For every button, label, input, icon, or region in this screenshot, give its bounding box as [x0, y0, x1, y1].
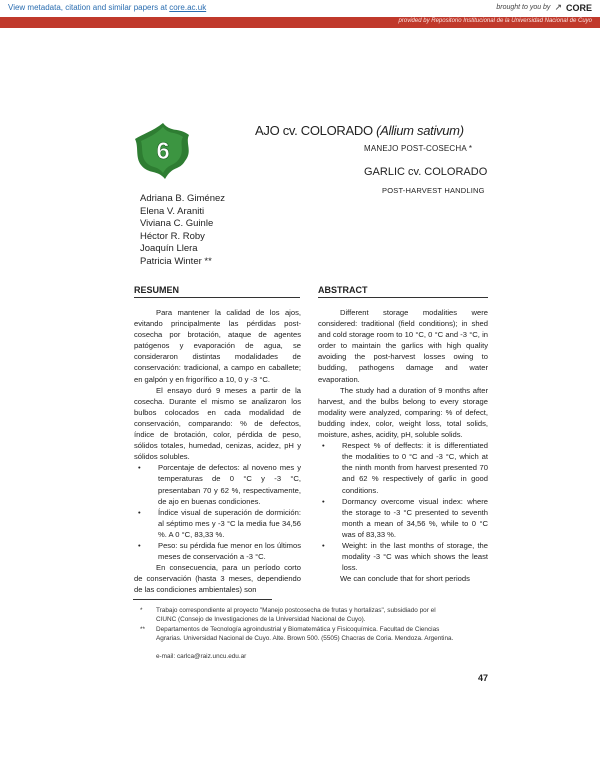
author: Héctor R. Roby [140, 230, 205, 242]
author: Patricia Winter ** [140, 255, 212, 267]
paragraph: Different storage modalities were considered: traditional (field conditions); in shed and cold storage room to 10 °C, 0 °C and -3 °C, in order to maintain the garlics with high quality avoiding the post-harvest losses owing to budding, pathogens damage and water evaporation. [318, 308, 488, 384]
title-english: GARLIC cv. COLORADO [364, 166, 488, 178]
bullet-icon: • [322, 540, 325, 550]
author: Joaquín Llera [140, 243, 198, 254]
subtitle-spanish: MANEJO POST-COSECHA * [364, 144, 473, 153]
core-banner [0, 0, 600, 16]
core-logo[interactable]: CORE [565, 2, 592, 13]
abstract-heading: ABSTRACT [318, 285, 368, 295]
brought-by-text: brought to you by [496, 4, 551, 11]
footnote-mark: * [140, 607, 143, 614]
metadata-text: View metadata, citation and similar papers at [8, 3, 170, 12]
author-list [140, 193, 225, 268]
chapter-number: 6 [156, 138, 170, 165]
core-arrow-icon: ↗ [554, 2, 562, 12]
list-item-text: Porcentaje de defectos: al noveno mes y temperaturas de 0 °C y -3 °C, presentaban 70 y 62 %, respectivamente, de ajo en buenas condiciones. [158, 463, 301, 506]
bullet-icon: • [138, 507, 141, 517]
provider-bar [0, 17, 600, 28]
author: Elena V. Araniti [140, 205, 205, 217]
footnote-text: Departamentos de Tecnología agroindustrial y Biomatemática y Fisicoquímica. Facultad de Ciencias Agrarias. Universidad Nacional de Cuyo. Alte. Brown 500. (5505) Chacras de Coria. Mendoza. Argentina. [156, 626, 454, 642]
bullet-icon: • [322, 496, 325, 506]
footnote [140, 625, 456, 643]
paragraph: We can conclude that for short periods [340, 574, 470, 584]
resumen-body [134, 307, 301, 595]
list-item [134, 462, 301, 506]
paragraph: El ensayo duró 9 meses a partir de la cosecha. Durante el mismo se analizaron los bulbos colocados en cada modalidad de conservación, comparando: % de defectos, índice de brotación, color, pérdida de peso, sólidos totales, humedad, cenizas, acidez, pH y sólidos solubles. [134, 385, 301, 462]
bullet-icon: • [322, 441, 325, 451]
author: Viviana C. Guinle [140, 218, 214, 229]
list-item [134, 507, 301, 540]
list-item-text: Respect % of deffects: it is differentiated the modalities to 0 °C and -3 °C, which at the ninth month from harvest presented 70 and 62 % respectively of garlic in good conditions. [342, 441, 488, 495]
species-name: (Allium sativum) [376, 123, 464, 138]
paragraph: Para mantener la calidad de los ajos, evitando principalmente las pérdidas post-cosecha por brotación, ataque de agentes patógenos y evaporación de agua, se consideraron distintas modalidades de conservación: tradicional, a campo en caballete; en galpón y en frigorífico a 10, 0 y -3 °C. [134, 308, 301, 384]
footnote-rule [133, 599, 272, 600]
metadata-link[interactable] [8, 3, 206, 12]
footnote-email [140, 652, 456, 661]
list-item-text: Índice visual de superación de dormición: al séptimo mes y -3 °C la media fue 34,56 %. A 0 °C, 83,33 %. [158, 507, 301, 539]
abstract-rule [318, 297, 488, 298]
list-item-text: Peso: su pérdida fue menor en los últimos meses de conservación a -3 °C. [158, 540, 301, 562]
page-number: 47 [478, 673, 489, 683]
list-item [134, 540, 301, 562]
core-link[interactable]: core.ac.uk [169, 3, 207, 12]
paragraph: The study had a duration of 9 months after harvest, and the bulbs belong to every storage modality were analyzed, comparing: % of defect, budding index, color, weight loss, total solids, moisture, ashes, acidity, pH, soluble solids. [318, 385, 488, 440]
list-item-text: Dormancy overcome visual index: where the storage to -3 °C presented to seventh month a mean of 34,56 %, while to 0 °C was of 83,33 %. [342, 496, 488, 539]
list-item-text: Weight: in the last months of storage, the modality -3 °C was which shows the least loss. [342, 540, 488, 573]
subtitle-english: POST-HARVEST HANDLING [382, 186, 485, 195]
bullet-icon: • [138, 463, 141, 473]
list-item [318, 540, 488, 573]
title-spanish-main: AJO cv. COLORADO [255, 123, 377, 138]
resumen-heading: RESUMEN [134, 285, 180, 295]
bullet-list [134, 462, 301, 562]
brought-by [496, 2, 592, 13]
abstract-body [318, 307, 488, 584]
leaf-icon [133, 121, 193, 181]
footnote-text: Trabajo correspondiente al proyecto "Manejo postcosecha de frutas y hortalizas", subsidiado por el CIUNC (Consejo de Investigaciones de la Universidad Nacional de Cuyo). [156, 607, 436, 623]
bullet-icon: • [138, 540, 141, 550]
provider-text: provided by Repositorio Institucional de la Universidad Nacional de Cuyo [398, 18, 592, 24]
footnote-mark: ** [140, 626, 145, 633]
list-item [318, 496, 488, 540]
resumen-rule [134, 297, 300, 298]
title-spanish [255, 123, 464, 138]
footnote-email-text: e-mail: carlca@raiz.uncu.edu.ar [156, 653, 247, 660]
author: Adriana B. Giménez [140, 193, 226, 204]
paragraph: En consecuencia, para un período corto de conservación (hasta 3 meses, dependiendo de las condiciones ambientales) son [134, 563, 301, 595]
footnote [140, 606, 456, 624]
list-item [318, 440, 488, 495]
bullet-list [318, 440, 488, 573]
